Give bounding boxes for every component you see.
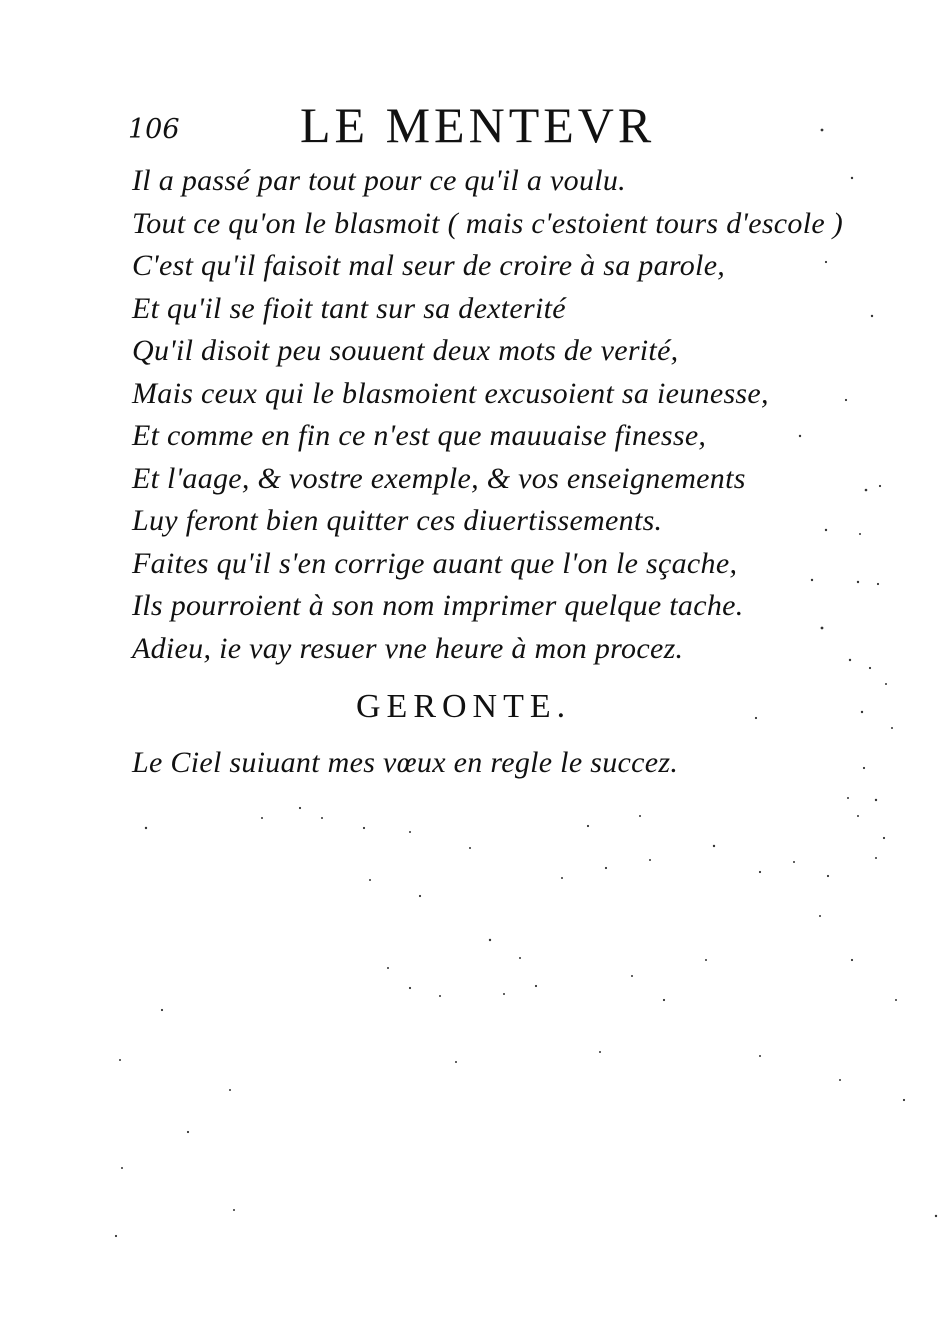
verse-line: Tout ce qu'on le blasmoit ( mais c'estoient tours d'escole ) <box>132 206 844 240</box>
page-number: 106 <box>128 114 180 145</box>
final-verse-line: Le Ciel suiuant mes vœux en regle le succez. <box>132 746 679 779</box>
verse-line: Il a passé par tout pour ce qu'il a voulu. <box>132 164 626 197</box>
verse-line: Faites qu'il s'en corrige auant que l'on le sçache, <box>132 546 738 580</box>
verse-line: Ils pourroient à son nom imprimer quelque tache. <box>132 589 744 622</box>
running-head <box>128 96 728 156</box>
verse-line: Et qu'il se fioit tant sur sa dexterité <box>132 291 566 325</box>
speaker-name: GERONTE. <box>356 688 572 725</box>
verse-block <box>132 160 922 670</box>
verse-line: Adieu, ie vay resuer vne heure à mon procez. <box>132 631 684 665</box>
verse-line: Et comme en fin ce n'est que mauuaise finesse, <box>132 419 707 452</box>
verse-line: Luy feront bien quitter ces diuertissements. <box>132 504 663 537</box>
verse-line: Et l'aage, & vostre exemple, & vos enseignements <box>132 461 746 495</box>
verse-line: Qu'il disoit peu souuent deux mots de verité, <box>132 334 679 367</box>
running-title: LE MENTEVR <box>300 97 656 153</box>
verse-line: C'est qu'il faisoit mal seur de croire à sa parole, <box>132 249 726 282</box>
verse-line: Mais ceux qui le blasmoient excusoient sa ieunesse, <box>132 376 769 410</box>
